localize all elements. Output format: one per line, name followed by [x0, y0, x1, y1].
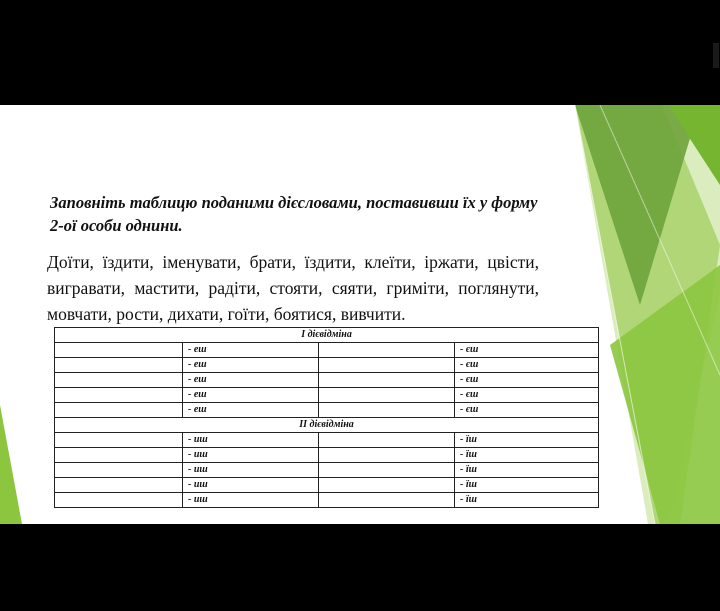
ending-cell: - еш	[183, 358, 319, 373]
empty-cell[interactable]	[55, 373, 183, 388]
table-row	[55, 478, 599, 493]
empty-cell[interactable]	[319, 463, 455, 478]
ending-cell: - иш	[183, 463, 319, 478]
section-title: II дієвідміна	[55, 418, 599, 433]
ending-cell: - иш	[183, 433, 319, 448]
verb-list: Доїти, їздити, іменувати, брати, їздити, клеїти, іржати, цвісти, вигравати, мастити, радіти, стояти, сяяти, гриміти, поглянути, мовчати, рости, дихати, гоїти, боятися, вивчити.	[47, 252, 539, 324]
table-row	[55, 358, 599, 373]
ending-cell: - иш	[183, 478, 319, 493]
empty-cell[interactable]	[319, 358, 455, 373]
table-row	[55, 343, 599, 358]
table-row	[55, 463, 599, 478]
table-row	[55, 403, 599, 418]
top-edge-artifact	[713, 43, 719, 68]
table-row	[55, 493, 599, 508]
ending-cell: - їш	[455, 493, 599, 508]
ending-cell: - їш	[455, 448, 599, 463]
ending-cell: - єш	[455, 358, 599, 373]
empty-cell[interactable]	[55, 448, 183, 463]
empty-cell[interactable]	[55, 358, 183, 373]
empty-cell[interactable]	[319, 388, 455, 403]
section-title: I дієвідміна	[55, 328, 599, 343]
section-header-row	[55, 418, 599, 433]
empty-cell[interactable]	[55, 493, 183, 508]
empty-cell[interactable]	[319, 343, 455, 358]
empty-cell[interactable]	[319, 403, 455, 418]
ending-cell: - єш	[455, 343, 599, 358]
ending-cell: - иш	[183, 448, 319, 463]
ending-cell: - єш	[455, 388, 599, 403]
ending-cell: - їш	[455, 478, 599, 493]
empty-cell[interactable]	[319, 478, 455, 493]
empty-cell[interactable]	[319, 448, 455, 463]
slide-content	[0, 105, 720, 524]
ending-cell: - єш	[455, 403, 599, 418]
ending-cell: - еш	[183, 388, 319, 403]
ending-cell: - їш	[455, 463, 599, 478]
empty-cell[interactable]	[319, 433, 455, 448]
empty-cell[interactable]	[55, 403, 183, 418]
ending-cell: - еш	[183, 343, 319, 358]
empty-cell[interactable]	[55, 388, 183, 403]
ending-cell: - еш	[183, 373, 319, 388]
empty-cell[interactable]	[55, 463, 183, 478]
slide	[0, 105, 720, 524]
ending-cell: - еш	[183, 403, 319, 418]
empty-cell[interactable]	[319, 373, 455, 388]
table-row	[55, 373, 599, 388]
empty-cell[interactable]	[55, 343, 183, 358]
table-row	[55, 448, 599, 463]
table-row	[55, 388, 599, 403]
conjugation-table	[54, 327, 599, 508]
section-header-row	[55, 328, 599, 343]
empty-cell[interactable]	[55, 433, 183, 448]
ending-cell: - їш	[455, 433, 599, 448]
ending-cell: - єш	[455, 373, 599, 388]
ending-cell: - иш	[183, 493, 319, 508]
empty-cell[interactable]	[319, 493, 455, 508]
instruction-text: Заповніть таблицю поданими дієсловами, поставивши їх у форму 2-ої особи однини.	[50, 193, 538, 235]
empty-cell[interactable]	[55, 478, 183, 493]
table-row	[55, 433, 599, 448]
table-body	[55, 328, 599, 508]
